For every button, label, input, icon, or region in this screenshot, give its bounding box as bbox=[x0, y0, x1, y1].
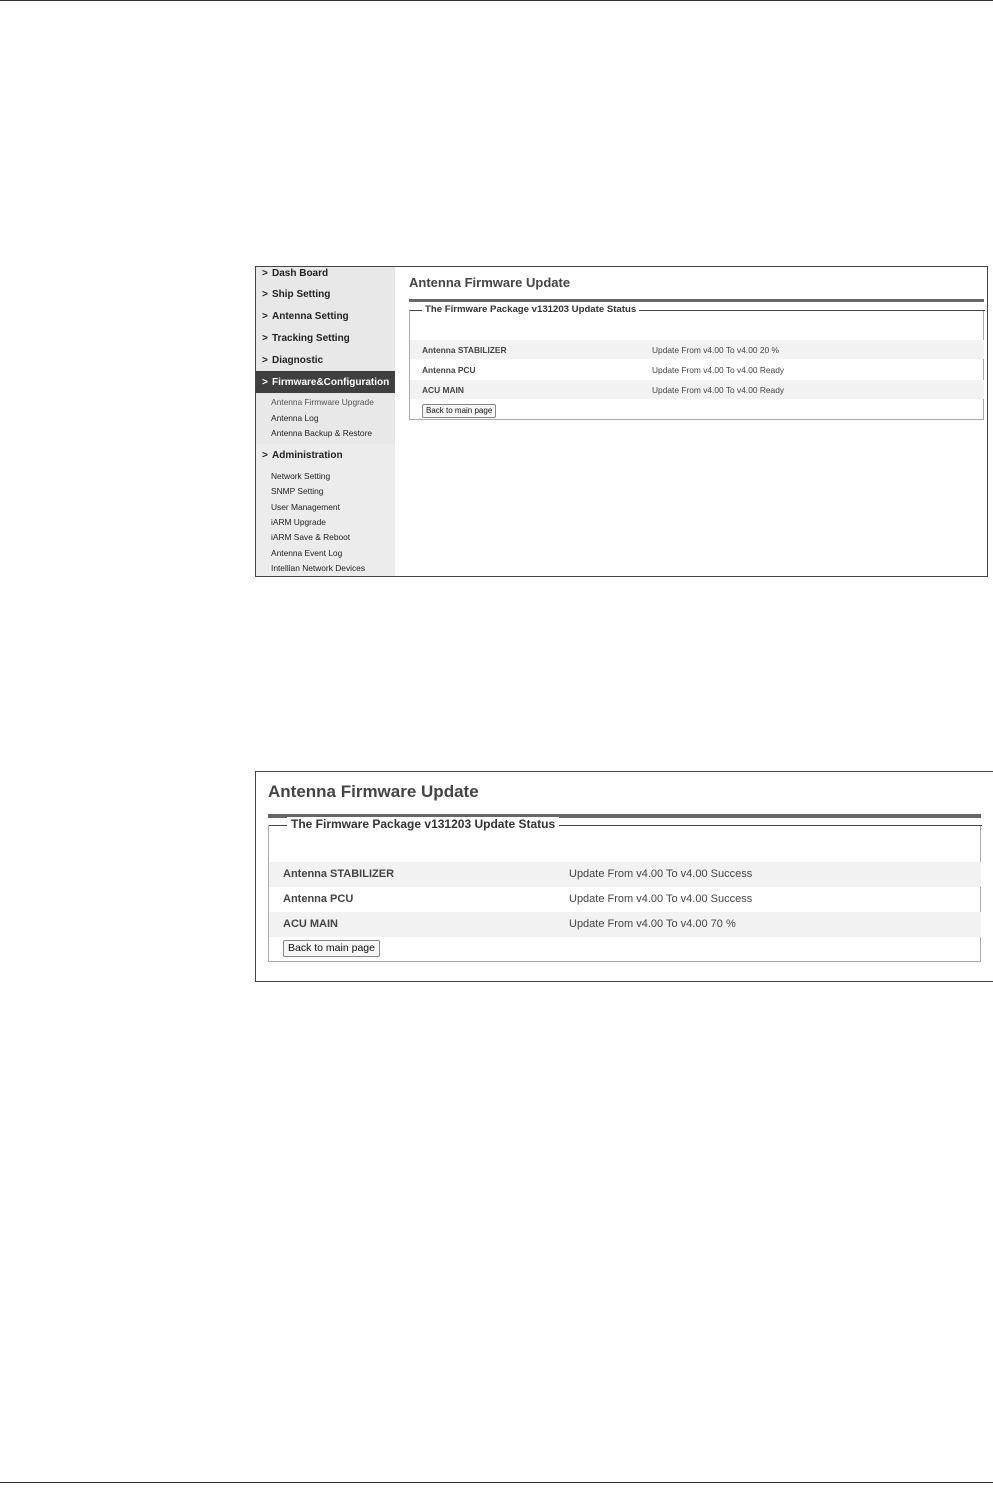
chevron-right-icon: > bbox=[262, 332, 268, 344]
chevron-right-icon: > bbox=[262, 354, 268, 366]
sidebar-item-label: Firmware&Configuration bbox=[272, 376, 390, 388]
subitem-intellian-network-devices[interactable]: Intellian Network Devices bbox=[271, 563, 366, 573]
subitem-user-management[interactable]: User Management bbox=[271, 502, 340, 512]
subitem-iarm-upgrade[interactable]: iARM Upgrade bbox=[271, 517, 326, 527]
component-status: Update From v4.00 To v4.00 Ready bbox=[652, 365, 785, 375]
status-row bbox=[410, 360, 984, 379]
sidebar-item-label: Antenna Setting bbox=[272, 310, 349, 322]
page-bottom-rule bbox=[0, 1482, 993, 1483]
component-name: ACU MAIN bbox=[422, 385, 464, 395]
chevron-right-icon: > bbox=[262, 288, 268, 300]
page-title: Antenna Firmware Update bbox=[409, 275, 571, 290]
sidebar-item-label: Dash Board bbox=[272, 267, 329, 279]
status-row bbox=[269, 887, 981, 912]
sidebar-item-diagnostic[interactable] bbox=[256, 349, 395, 371]
sidebar bbox=[256, 267, 395, 576]
sidebar-item-label: Tracking Setting bbox=[272, 332, 350, 344]
status-row bbox=[410, 340, 984, 359]
component-name: Antenna PCU bbox=[422, 365, 476, 375]
component-name: ACU MAIN bbox=[283, 918, 338, 930]
title-divider bbox=[409, 299, 984, 302]
update-status-fieldset bbox=[409, 304, 984, 420]
component-status: Update From v4.00 To v4.00 Success bbox=[569, 868, 753, 880]
sidebar-item-dash-board[interactable] bbox=[256, 266, 395, 284]
sidebar-item-label: Administration bbox=[272, 449, 343, 461]
subitem-iarm-save-reboot[interactable]: iARM Save & Reboot bbox=[271, 532, 351, 542]
chevron-right-icon: > bbox=[262, 449, 268, 461]
status-row bbox=[410, 380, 984, 399]
sidebar-item-ship-setting[interactable] bbox=[256, 283, 395, 305]
component-status: Update From v4.00 To v4.00 Success bbox=[569, 893, 753, 905]
sidebar-item-antenna-setting[interactable] bbox=[256, 305, 395, 327]
component-name: Antenna STABILIZER bbox=[283, 868, 395, 880]
component-status: Update From v4.00 To v4.00 Ready bbox=[652, 385, 785, 395]
subitem-antenna-firmware-upgrade[interactable]: Antenna Firmware Upgrade bbox=[271, 397, 374, 407]
subitem-antenna-event-log[interactable]: Antenna Event Log bbox=[271, 548, 343, 558]
status-row bbox=[269, 862, 981, 887]
subitem-snmp-setting[interactable]: SNMP Setting bbox=[271, 486, 324, 496]
screenshot-firmware-update-in-progress bbox=[255, 266, 988, 577]
back-to-main-page-button[interactable]: Back to main page bbox=[422, 404, 496, 418]
back-to-main-page-button[interactable]: Back to main page bbox=[283, 940, 380, 957]
chevron-right-icon: > bbox=[262, 376, 268, 388]
component-name: Antenna STABILIZER bbox=[422, 345, 507, 355]
sidebar-item-firmware-configuration[interactable] bbox=[256, 371, 395, 393]
sidebar-item-administration[interactable] bbox=[256, 444, 395, 466]
component-name: Antenna PCU bbox=[283, 893, 354, 905]
fieldset-legend: The Firmware Package v131203 Update Status bbox=[287, 817, 559, 831]
page-top-rule bbox=[0, 0, 993, 1]
fieldset-legend: The Firmware Package v131203 Update Status bbox=[422, 304, 639, 315]
subitem-antenna-log[interactable]: Antenna Log bbox=[271, 413, 319, 423]
subitem-antenna-backup-restore[interactable]: Antenna Backup & Restore bbox=[271, 428, 373, 438]
screenshot-firmware-update-status-zoomed bbox=[255, 771, 993, 982]
sidebar-item-label: Ship Setting bbox=[272, 288, 331, 300]
sidebar-item-tracking-setting[interactable] bbox=[256, 327, 395, 349]
chevron-right-icon: > bbox=[262, 310, 268, 322]
page-title: Antenna Firmware Update bbox=[268, 782, 479, 801]
component-status: Update From v4.00 To v4.00 70 % bbox=[569, 918, 736, 930]
status-row bbox=[269, 912, 981, 937]
update-status-fieldset bbox=[268, 817, 981, 962]
subitem-network-setting[interactable]: Network Setting bbox=[271, 471, 331, 481]
chevron-right-icon: > bbox=[262, 267, 268, 279]
main-content bbox=[409, 267, 987, 576]
component-status: Update From v4.00 To v4.00 20 % bbox=[652, 345, 779, 355]
sidebar-item-label: Diagnostic bbox=[272, 354, 324, 366]
